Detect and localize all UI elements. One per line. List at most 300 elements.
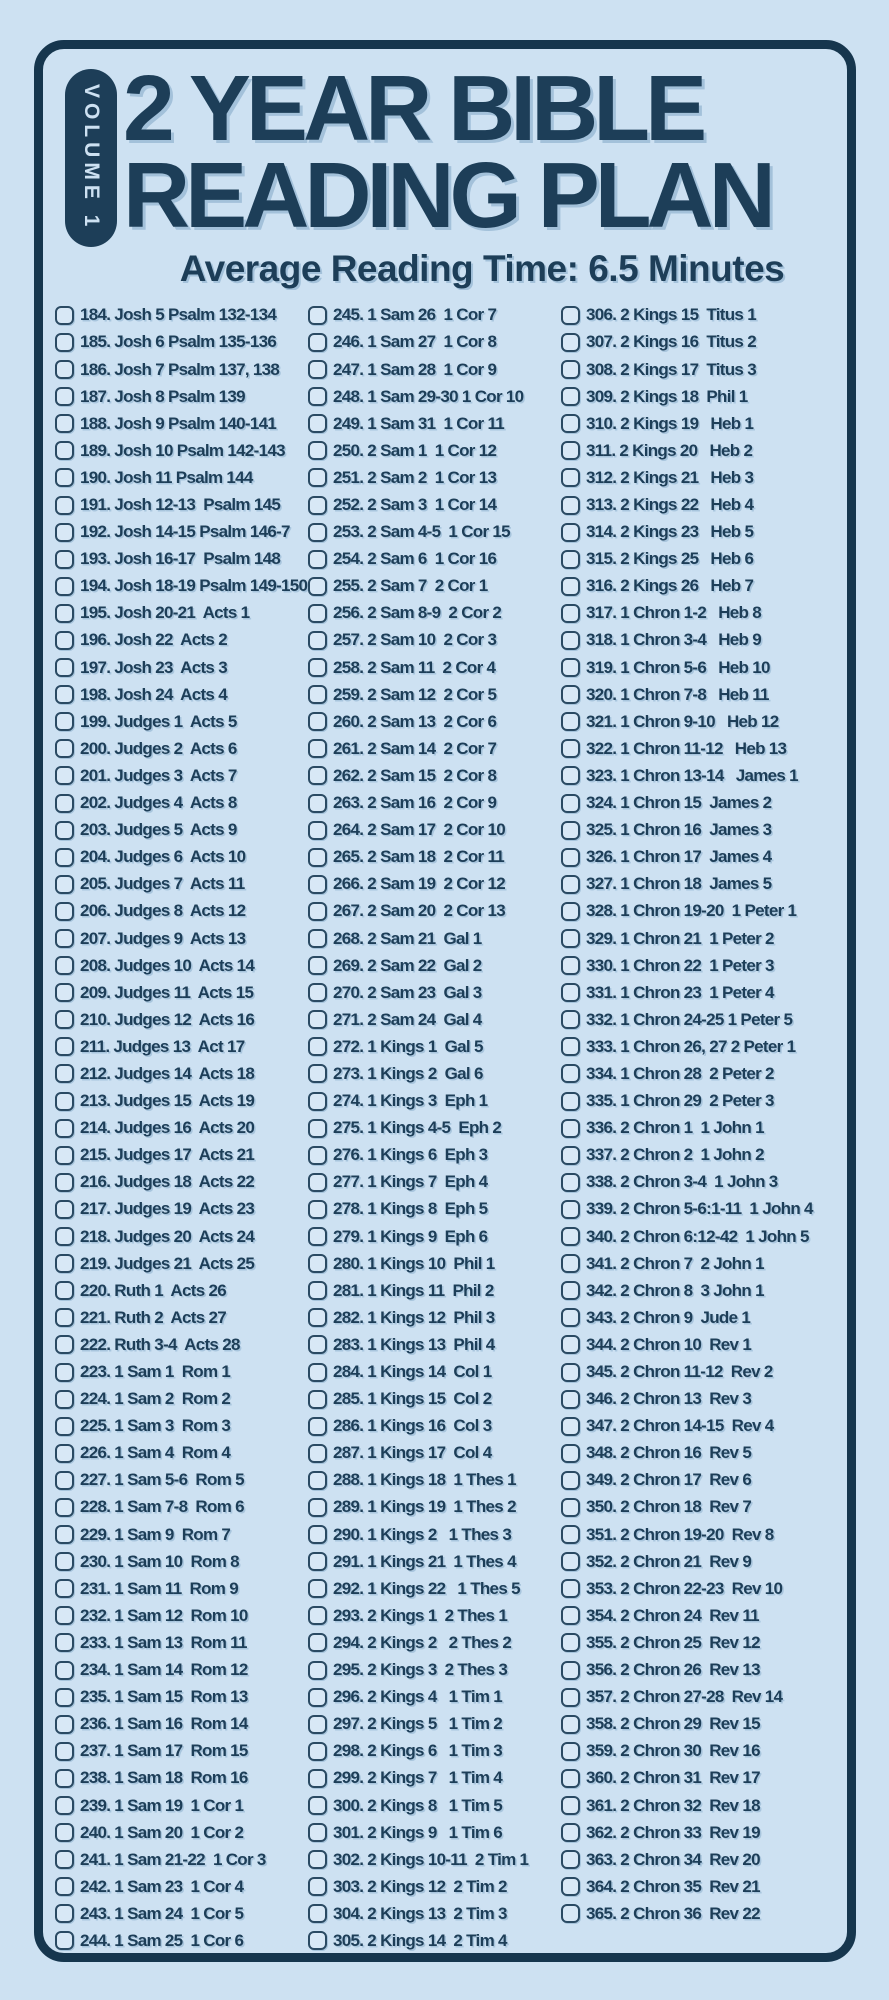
checkbox[interactable]: [55, 1579, 74, 1598]
checklist-item[interactable]: [308, 1548, 561, 1575]
checklist-item[interactable]: [55, 1250, 308, 1277]
checklist-item[interactable]: [561, 1142, 841, 1169]
checkbox[interactable]: [561, 1092, 580, 1111]
checkbox[interactable]: [561, 1715, 580, 1734]
checklist-item[interactable]: [308, 681, 561, 708]
checkbox[interactable]: [55, 1363, 74, 1382]
checkbox[interactable]: [55, 1552, 74, 1571]
checkbox[interactable]: [561, 1742, 580, 1761]
checklist-item[interactable]: [55, 708, 308, 735]
checkbox[interactable]: [308, 1254, 327, 1273]
checklist-item[interactable]: [308, 1657, 561, 1684]
checkbox[interactable]: [561, 983, 580, 1002]
checkbox[interactable]: [561, 1850, 580, 1869]
checklist-item[interactable]: [308, 1088, 561, 1115]
checkbox[interactable]: [308, 631, 327, 650]
checkbox[interactable]: [308, 523, 327, 542]
checkbox[interactable]: [55, 550, 74, 569]
checkbox[interactable]: [561, 1173, 580, 1192]
checklist-item[interactable]: [55, 573, 308, 600]
checklist-item[interactable]: [55, 871, 308, 898]
checkbox[interactable]: [308, 441, 327, 460]
checklist-item[interactable]: [308, 1684, 561, 1711]
checklist-item[interactable]: [308, 844, 561, 871]
checklist-item[interactable]: [55, 546, 308, 573]
checklist-item[interactable]: [55, 1033, 308, 1060]
checkbox[interactable]: [55, 1092, 74, 1111]
checklist-item[interactable]: [55, 437, 308, 464]
checklist-item[interactable]: [55, 1684, 308, 1711]
checkbox[interactable]: [308, 1904, 327, 1923]
checkbox[interactable]: [55, 468, 74, 487]
checklist-item[interactable]: [561, 1657, 841, 1684]
checkbox[interactable]: [55, 685, 74, 704]
checkbox[interactable]: [308, 1633, 327, 1652]
checklist-item[interactable]: [55, 925, 308, 952]
checkbox[interactable]: [55, 929, 74, 948]
checklist-item[interactable]: [55, 356, 308, 383]
checklist-item[interactable]: [55, 1548, 308, 1575]
checkbox[interactable]: [55, 848, 74, 867]
checklist-item[interactable]: [55, 979, 308, 1006]
checklist-item[interactable]: [308, 491, 561, 518]
checklist-item[interactable]: [308, 1765, 561, 1792]
checkbox[interactable]: [561, 1254, 580, 1273]
checkbox[interactable]: [561, 685, 580, 704]
checklist-item[interactable]: [308, 627, 561, 654]
checkbox[interactable]: [308, 983, 327, 1002]
checklist-item[interactable]: [561, 519, 841, 546]
checkbox[interactable]: [561, 333, 580, 352]
checklist-item[interactable]: [55, 1873, 308, 1900]
checkbox[interactable]: [561, 441, 580, 460]
checkbox[interactable]: [55, 1498, 74, 1517]
checklist-item[interactable]: [308, 654, 561, 681]
checkbox[interactable]: [55, 1010, 74, 1029]
checkbox[interactable]: [561, 1010, 580, 1029]
checklist-item[interactable]: [561, 1006, 841, 1033]
checklist-item[interactable]: [561, 383, 841, 410]
checklist-item[interactable]: [561, 1413, 841, 1440]
checkbox[interactable]: [55, 1633, 74, 1652]
checklist-item[interactable]: [55, 898, 308, 925]
checklist-item[interactable]: [308, 1521, 561, 1548]
checkbox[interactable]: [308, 1281, 327, 1300]
checklist-item[interactable]: [308, 1494, 561, 1521]
checklist-item[interactable]: [308, 1819, 561, 1846]
checkbox[interactable]: [308, 1173, 327, 1192]
checklist-item[interactable]: [561, 1548, 841, 1575]
checklist-item[interactable]: [308, 1250, 561, 1277]
checkbox[interactable]: [55, 1227, 74, 1246]
checklist-item[interactable]: [55, 1358, 308, 1385]
checkbox[interactable]: [55, 1471, 74, 1490]
checklist-item[interactable]: [55, 1900, 308, 1927]
checkbox[interactable]: [561, 604, 580, 623]
checklist-item[interactable]: [561, 1277, 841, 1304]
checklist-item[interactable]: [561, 1033, 841, 1060]
checkbox[interactable]: [55, 387, 74, 406]
checkbox[interactable]: [561, 360, 580, 379]
checklist-item[interactable]: [55, 1765, 308, 1792]
checklist-item[interactable]: [308, 1575, 561, 1602]
checklist-item[interactable]: [561, 1873, 841, 1900]
checklist-item[interactable]: [308, 383, 561, 410]
checkbox[interactable]: [55, 1904, 74, 1923]
checkbox[interactable]: [308, 794, 327, 813]
checklist-item[interactable]: [308, 708, 561, 735]
checklist-item[interactable]: [55, 1413, 308, 1440]
checklist-item[interactable]: [308, 546, 561, 573]
checkbox[interactable]: [308, 387, 327, 406]
checklist-item[interactable]: [55, 1006, 308, 1033]
checklist-item[interactable]: [308, 1629, 561, 1656]
checkbox[interactable]: [561, 1037, 580, 1056]
checkbox[interactable]: [308, 1335, 327, 1354]
checklist-item[interactable]: [561, 1521, 841, 1548]
checkbox[interactable]: [55, 523, 74, 542]
checklist-item[interactable]: [308, 1873, 561, 1900]
checklist-item[interactable]: [561, 1684, 841, 1711]
checkbox[interactable]: [561, 929, 580, 948]
checklist-item[interactable]: [308, 1115, 561, 1142]
checkbox[interactable]: [561, 306, 580, 325]
checklist-item[interactable]: [561, 491, 841, 518]
checkbox[interactable]: [308, 929, 327, 948]
checkbox[interactable]: [55, 1146, 74, 1165]
checkbox[interactable]: [561, 1119, 580, 1138]
checklist-item[interactable]: [308, 1304, 561, 1331]
checkbox[interactable]: [561, 902, 580, 921]
checkbox[interactable]: [561, 658, 580, 677]
checkbox[interactable]: [308, 1796, 327, 1815]
checkbox[interactable]: [55, 1796, 74, 1815]
checklist-item[interactable]: [308, 1738, 561, 1765]
checkbox[interactable]: [55, 604, 74, 623]
checkbox[interactable]: [55, 306, 74, 325]
checkbox[interactable]: [308, 1498, 327, 1517]
checklist-item[interactable]: [561, 1304, 841, 1331]
checkbox[interactable]: [55, 1119, 74, 1138]
checklist-item[interactable]: [308, 356, 561, 383]
checkbox[interactable]: [308, 333, 327, 352]
checkbox[interactable]: [308, 848, 327, 867]
checkbox[interactable]: [561, 766, 580, 785]
checklist-item[interactable]: [55, 1819, 308, 1846]
checkbox[interactable]: [308, 685, 327, 704]
checkbox[interactable]: [308, 1227, 327, 1246]
checkbox[interactable]: [561, 739, 580, 758]
checklist-item[interactable]: [561, 1819, 841, 1846]
checkbox[interactable]: [561, 387, 580, 406]
checkbox[interactable]: [308, 875, 327, 894]
checkbox[interactable]: [55, 712, 74, 731]
checklist-item[interactable]: [561, 1088, 841, 1115]
checkbox[interactable]: [308, 1308, 327, 1327]
checklist-item[interactable]: [561, 1358, 841, 1385]
checklist-item[interactable]: [561, 1846, 841, 1873]
checkbox[interactable]: [561, 1633, 580, 1652]
checklist-item[interactable]: [308, 762, 561, 789]
checklist-item[interactable]: [55, 1657, 308, 1684]
checklist-item[interactable]: [55, 464, 308, 491]
checkbox[interactable]: [55, 1335, 74, 1354]
checklist-item[interactable]: [55, 1088, 308, 1115]
checkbox[interactable]: [561, 848, 580, 867]
checklist-item[interactable]: [308, 1358, 561, 1385]
checkbox[interactable]: [561, 1661, 580, 1680]
checkbox[interactable]: [561, 1444, 580, 1463]
checklist-item[interactable]: [308, 1927, 561, 1954]
checklist-item[interactable]: [308, 735, 561, 762]
checkbox[interactable]: [561, 1525, 580, 1544]
checkbox[interactable]: [55, 1877, 74, 1896]
checkbox[interactable]: [308, 1552, 327, 1571]
checkbox[interactable]: [308, 1823, 327, 1842]
checklist-item[interactable]: [561, 871, 841, 898]
checkbox[interactable]: [55, 496, 74, 515]
checkbox[interactable]: [308, 821, 327, 840]
checkbox[interactable]: [308, 360, 327, 379]
checkbox[interactable]: [308, 414, 327, 433]
checkbox[interactable]: [55, 360, 74, 379]
checkbox[interactable]: [55, 983, 74, 1002]
checklist-item[interactable]: [561, 600, 841, 627]
checklist-item[interactable]: [308, 1413, 561, 1440]
checkbox[interactable]: [561, 1688, 580, 1707]
checkbox[interactable]: [55, 1308, 74, 1327]
checklist-item[interactable]: [561, 1196, 841, 1223]
checkbox[interactable]: [55, 1444, 74, 1463]
checklist-item[interactable]: [55, 1521, 308, 1548]
checklist-item[interactable]: [561, 979, 841, 1006]
checklist-item[interactable]: [561, 1629, 841, 1656]
checkbox[interactable]: [561, 550, 580, 569]
checkbox[interactable]: [55, 577, 74, 596]
checklist-item[interactable]: [55, 302, 308, 329]
checklist-item[interactable]: [308, 1169, 561, 1196]
checklist-item[interactable]: [308, 1792, 561, 1819]
checklist-item[interactable]: [308, 1223, 561, 1250]
checklist-item[interactable]: [308, 519, 561, 546]
checklist-item[interactable]: [561, 1711, 841, 1738]
checkbox[interactable]: [308, 604, 327, 623]
checklist-item[interactable]: [55, 790, 308, 817]
checklist-item[interactable]: [55, 329, 308, 356]
checkbox[interactable]: [308, 1742, 327, 1761]
checklist-item[interactable]: [308, 1277, 561, 1304]
checklist-item[interactable]: [561, 762, 841, 789]
checklist-item[interactable]: [561, 1250, 841, 1277]
checklist-item[interactable]: [55, 1169, 308, 1196]
checklist-item[interactable]: [308, 1846, 561, 1873]
checklist-item[interactable]: [55, 762, 308, 789]
checklist-item[interactable]: [55, 1494, 308, 1521]
checkbox[interactable]: [55, 739, 74, 758]
checkbox[interactable]: [561, 956, 580, 975]
checklist-item[interactable]: [561, 790, 841, 817]
checkbox[interactable]: [308, 1850, 327, 1869]
checklist-item[interactable]: [308, 600, 561, 627]
checkbox[interactable]: [308, 956, 327, 975]
checkbox[interactable]: [308, 306, 327, 325]
checkbox[interactable]: [561, 1064, 580, 1083]
checkbox[interactable]: [561, 414, 580, 433]
checklist-item[interactable]: [561, 1602, 841, 1629]
checklist-item[interactable]: [561, 1494, 841, 1521]
checkbox[interactable]: [308, 1146, 327, 1165]
checklist-item[interactable]: [561, 437, 841, 464]
checklist-item[interactable]: [55, 1304, 308, 1331]
checklist-item[interactable]: [561, 708, 841, 735]
checkbox[interactable]: [308, 1769, 327, 1788]
checklist-item[interactable]: [55, 1142, 308, 1169]
checklist-item[interactable]: [561, 1331, 841, 1358]
checkbox[interactable]: [308, 1363, 327, 1382]
checkbox[interactable]: [561, 1200, 580, 1219]
checklist-item[interactable]: [55, 1927, 308, 1954]
checkbox[interactable]: [55, 1742, 74, 1761]
checkbox[interactable]: [308, 1877, 327, 1896]
checklist-item[interactable]: [55, 1331, 308, 1358]
checklist-item[interactable]: [308, 1467, 561, 1494]
checklist-item[interactable]: [561, 546, 841, 573]
checkbox[interactable]: [55, 1037, 74, 1056]
checklist-item[interactable]: [55, 600, 308, 627]
checklist-item[interactable]: [561, 1575, 841, 1602]
checklist-item[interactable]: [55, 1792, 308, 1819]
checklist-item[interactable]: [561, 1900, 841, 1927]
checkbox[interactable]: [308, 1606, 327, 1625]
checklist-item[interactable]: [55, 952, 308, 979]
checkbox[interactable]: [55, 1850, 74, 1869]
checkbox[interactable]: [308, 1661, 327, 1680]
checklist-item[interactable]: [55, 817, 308, 844]
checklist-item[interactable]: [55, 1467, 308, 1494]
checkbox[interactable]: [561, 1308, 580, 1327]
checklist-item[interactable]: [561, 1765, 841, 1792]
checklist-item[interactable]: [55, 844, 308, 871]
checkbox[interactable]: [55, 1688, 74, 1707]
checklist-item[interactable]: [561, 1115, 841, 1142]
checklist-item[interactable]: [55, 1386, 308, 1413]
checkbox[interactable]: [561, 1227, 580, 1246]
checklist-item[interactable]: [308, 925, 561, 952]
checkbox[interactable]: [561, 1471, 580, 1490]
checkbox[interactable]: [55, 1823, 74, 1842]
checklist-item[interactable]: [55, 491, 308, 518]
checklist-item[interactable]: [55, 1196, 308, 1223]
checkbox[interactable]: [55, 1064, 74, 1083]
checkbox[interactable]: [308, 1525, 327, 1544]
checkbox[interactable]: [55, 1661, 74, 1680]
checkbox[interactable]: [561, 496, 580, 515]
checklist-item[interactable]: [55, 654, 308, 681]
checkbox[interactable]: [561, 468, 580, 487]
checklist-item[interactable]: [561, 329, 841, 356]
checklist-item[interactable]: [308, 302, 561, 329]
checkbox[interactable]: [308, 1715, 327, 1734]
checkbox[interactable]: [561, 875, 580, 894]
checkbox[interactable]: [308, 468, 327, 487]
checklist-item[interactable]: [561, 356, 841, 383]
checklist-item[interactable]: [308, 573, 561, 600]
checkbox[interactable]: [308, 1010, 327, 1029]
checklist-item[interactable]: [308, 898, 561, 925]
checklist-item[interactable]: [308, 1196, 561, 1223]
checklist-item[interactable]: [561, 464, 841, 491]
checkbox[interactable]: [308, 1037, 327, 1056]
checklist-item[interactable]: [561, 1060, 841, 1087]
checklist-item[interactable]: [561, 817, 841, 844]
checkbox[interactable]: [55, 1715, 74, 1734]
checkbox[interactable]: [561, 1363, 580, 1382]
checklist-item[interactable]: [55, 681, 308, 708]
checkbox[interactable]: [561, 1904, 580, 1923]
checklist-item[interactable]: [308, 1331, 561, 1358]
checkbox[interactable]: [308, 496, 327, 515]
checkbox[interactable]: [561, 1877, 580, 1896]
checklist-item[interactable]: [55, 519, 308, 546]
checklist-item[interactable]: [308, 1711, 561, 1738]
checklist-item[interactable]: [55, 1115, 308, 1142]
checkbox[interactable]: [308, 1579, 327, 1598]
checkbox[interactable]: [308, 1931, 327, 1950]
checklist-item[interactable]: [55, 1060, 308, 1087]
checkbox[interactable]: [561, 1498, 580, 1517]
checkbox[interactable]: [55, 414, 74, 433]
checkbox[interactable]: [55, 902, 74, 921]
checklist-item[interactable]: [561, 1792, 841, 1819]
checklist-item[interactable]: [55, 383, 308, 410]
checkbox[interactable]: [561, 1579, 580, 1598]
checklist-item[interactable]: [561, 735, 841, 762]
checklist-item[interactable]: [308, 464, 561, 491]
checklist-item[interactable]: [561, 1738, 841, 1765]
checkbox[interactable]: [55, 1200, 74, 1219]
checkbox[interactable]: [561, 523, 580, 542]
checklist-item[interactable]: [308, 1440, 561, 1467]
checkbox[interactable]: [308, 1064, 327, 1083]
checklist-item[interactable]: [55, 1711, 308, 1738]
checkbox[interactable]: [55, 1525, 74, 1544]
checkbox[interactable]: [55, 333, 74, 352]
checkbox[interactable]: [561, 794, 580, 813]
checkbox[interactable]: [561, 577, 580, 596]
checkbox[interactable]: [55, 1606, 74, 1625]
checklist-item[interactable]: [308, 1900, 561, 1927]
checkbox[interactable]: [561, 1281, 580, 1300]
checkbox[interactable]: [308, 658, 327, 677]
checkbox[interactable]: [308, 1092, 327, 1111]
checkbox[interactable]: [55, 1173, 74, 1192]
checklist-item[interactable]: [561, 410, 841, 437]
checklist-item[interactable]: [561, 844, 841, 871]
checklist-item[interactable]: [308, 437, 561, 464]
checkbox[interactable]: [55, 1390, 74, 1409]
checkbox[interactable]: [561, 1796, 580, 1815]
checklist-item[interactable]: [308, 410, 561, 437]
checkbox[interactable]: [308, 766, 327, 785]
checkbox[interactable]: [561, 1390, 580, 1409]
checkbox[interactable]: [55, 1254, 74, 1273]
checkbox[interactable]: [561, 1606, 580, 1625]
checklist-item[interactable]: [308, 1142, 561, 1169]
checkbox[interactable]: [308, 712, 327, 731]
checkbox[interactable]: [308, 1200, 327, 1219]
checklist-item[interactable]: [55, 627, 308, 654]
checklist-item[interactable]: [308, 1060, 561, 1087]
